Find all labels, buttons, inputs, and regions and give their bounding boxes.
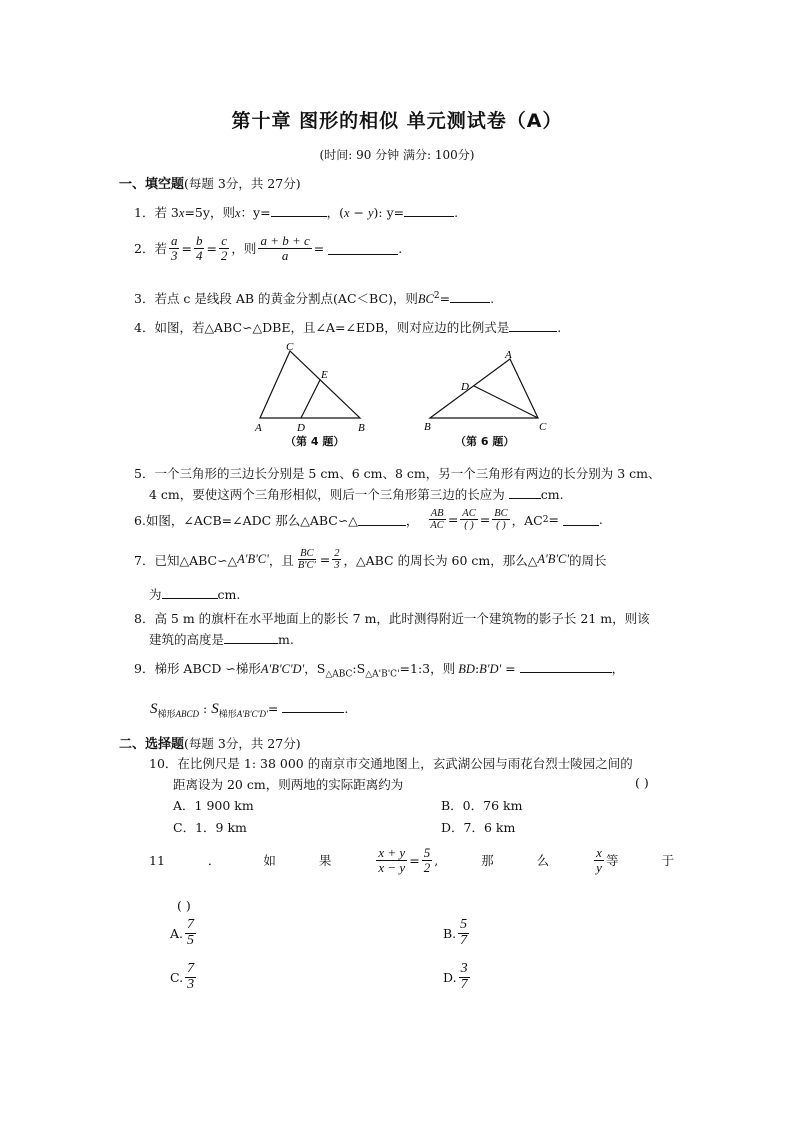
section-fill-blank-heading: 一、填空题(每题 3分，共 27分)	[119, 176, 301, 192]
question-11: 11 ． 如 果 $\frac{x + y}{x - y}$ = $\frac{5}{2}$ , 那 么 $\frac{x}{y}$ 等 于	[149, 845, 674, 875]
label-a: A	[255, 422, 262, 434]
question-4: 4．如图，若△ABC∽△DBE，且∠A=∠EDB，则对应边的比例式是 .	[134, 320, 562, 335]
label-d: D	[461, 381, 469, 393]
triangle-abc	[430, 359, 538, 418]
figure-6	[415, 345, 555, 435]
option-c[interactable]: C．1．9 km	[173, 820, 247, 835]
question-10-line-2: 距离设为 20 cm，则两地的实际距离约为	[173, 777, 404, 792]
question-1: 1．若 3x=5y，则x：y= ，(x − y): y= .	[134, 205, 459, 220]
label-d: D	[297, 422, 305, 434]
section-choice-heading: 二、选择题(每题 3分，共 27分)	[119, 736, 301, 752]
label-c: C	[539, 421, 547, 433]
question-8-line-1: 8．高 5 m 的旗杆在水平地面上的影长 7 m，此时测得附近一个建筑物的影子长 21 m，则该	[134, 611, 650, 626]
option-d[interactable]: D. $\frac{3}{7}$	[443, 961, 468, 992]
question-6: 6.如图，∠ACB=∠ADC 那么△ABC∽△ ， $\frac{AB}{AC}$ = $\frac{AC}{( )}$ = $\frac{BC}{( )}$ ，AC 2 = .	[134, 508, 603, 532]
label-a: A	[505, 349, 512, 361]
label-c: C	[286, 341, 294, 353]
question-9: 9．梯形 ABCD ∽梯形A'B'C'D'，$S_{\triangle ABC}:S_{\triangle A'B'C'}=1:3$，则 BD:B'D' = ，	[134, 661, 625, 680]
label-b: B	[424, 421, 431, 433]
question-5-line-2: 4 cm，要使这两个三角形相似，则后一个三角形第三边的长应为 cm.	[149, 487, 564, 502]
label-e: E	[321, 369, 328, 381]
label-b: B	[358, 422, 365, 434]
segment-de	[301, 380, 320, 418]
question-7-line-2: 为 cm.	[149, 587, 241, 602]
question-7: 7．已知△ABC∽△ A'B'C' ，且 $\frac{BC}{B'C'}$ = $\frac{2}{3}$ ，△ABC 的周长为 60 cm，那么△ A'B'C' 的周长	[134, 548, 607, 572]
question-11-answer-paren: ( )	[177, 898, 191, 913]
option-b[interactable]: B．0．76 km	[441, 798, 523, 813]
option-a[interactable]: A. $\frac{7}{5}$	[170, 917, 195, 948]
exam-meta: (时间: 90 分钟 满分: 100分)	[319, 148, 475, 162]
question-10-line-1: 10．在比例尺是 1: 38 000 的南京市交通地图上，玄武湖公园与雨花台烈士陵园之间的	[149, 756, 633, 771]
question-10-answer-paren: ( )	[635, 775, 649, 790]
option-a[interactable]: A．1 900 km	[173, 798, 254, 813]
option-c[interactable]: C. $\frac{7}{3}$	[170, 961, 195, 992]
option-b[interactable]: B. $\frac{5}{7}$	[443, 917, 468, 948]
segment-dc	[474, 386, 538, 418]
question-9-line-2: $S_{梯形ABCD}$ : $S_{梯形A'B'C'D'}=$ .	[150, 701, 349, 720]
option-d[interactable]: D．7．6 km	[441, 820, 516, 835]
figure-4-caption: （第 4 题）	[285, 435, 345, 448]
figure-4	[250, 338, 380, 448]
question-2: 2．若 $\frac{a}{3}$ = $\frac{b}{4}$ = $\frac{c}{2}$ ，则 $\frac{a + b + c}{a}$ = .	[134, 233, 403, 263]
question-8-line-2: 建筑的高度是 m.	[149, 632, 294, 647]
triangle-abc	[260, 351, 360, 418]
question-3: 3．若点 c 是线段 AB 的黄金分割点(AC＜BC)，则$BC^2=$ .	[134, 290, 495, 306]
question-5-line-1: 5．一个三角形的三边长分别是 5 cm、6 cm、8 cm，另一个三角形有两边的长分别为 3 cm、	[134, 466, 661, 481]
page-title: 第十章 图形的相似 单元测试卷（A）	[231, 110, 563, 132]
figure-6-caption: （第 6 题）	[455, 435, 515, 448]
